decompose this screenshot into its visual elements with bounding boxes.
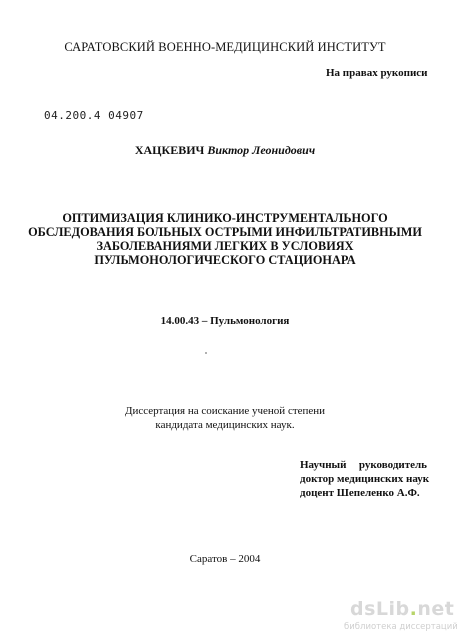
registration-stamp: 04.200.4 04907	[44, 109, 144, 122]
dslib-logo: dsLib.net	[350, 598, 455, 620]
dslib-watermark	[344, 598, 458, 642]
degree-line: кандидата медицинских наук.	[155, 419, 295, 431]
dissertation-title	[0, 211, 450, 267]
manuscript-rights-note: На правах рукописи	[326, 67, 428, 79]
title-line: ОБСЛЕДОВАНИЯ БОЛЬНЫХ ОСТРЫМИ ИНФИЛЬТРАТИВНЫМИ	[28, 225, 422, 239]
scan-speck	[205, 352, 207, 354]
title-line: ПУЛЬМОНОЛОГИЧЕСКОГО СТАЦИОНАРА	[94, 253, 356, 267]
degree-line: Диссертация на соискание ученой степени	[124, 405, 326, 417]
supervisor-word: Научный	[300, 459, 347, 471]
author-given-names: Виктор Леонидович	[207, 143, 316, 157]
supervisor-degree: доктор медицинских наук	[300, 473, 430, 485]
supervisor-heading	[300, 458, 427, 472]
institute-name: САРАТОВСКИЙ ВОЕННО-МЕДИЦИНСКИЙ ИНСТИТУТ	[64, 40, 386, 54]
title-line: ЗАБОЛЕВАНИЯМИ ЛЕГКИХ В УСЛОВИЯХ	[96, 239, 354, 253]
degree-statement	[0, 404, 450, 432]
supervisor-word: руководитель	[358, 459, 427, 471]
author-name	[0, 143, 450, 158]
author-surname: ХАЦКЕВИЧ	[134, 143, 205, 157]
supervisor-name: доцент Шепеленко А.Ф.	[300, 487, 420, 499]
specialty-code: 14.00.43 – Пульмонология	[160, 315, 290, 327]
city-year: Саратов – 2004	[189, 553, 261, 565]
supervisor-block	[300, 458, 429, 500]
title-line: ОПТИМИЗАЦИЯ КЛИНИКО-ИНСТРУМЕНТАЛЬНОГО	[62, 211, 388, 225]
dslib-tagline: библиотека диссертаций	[344, 622, 458, 632]
